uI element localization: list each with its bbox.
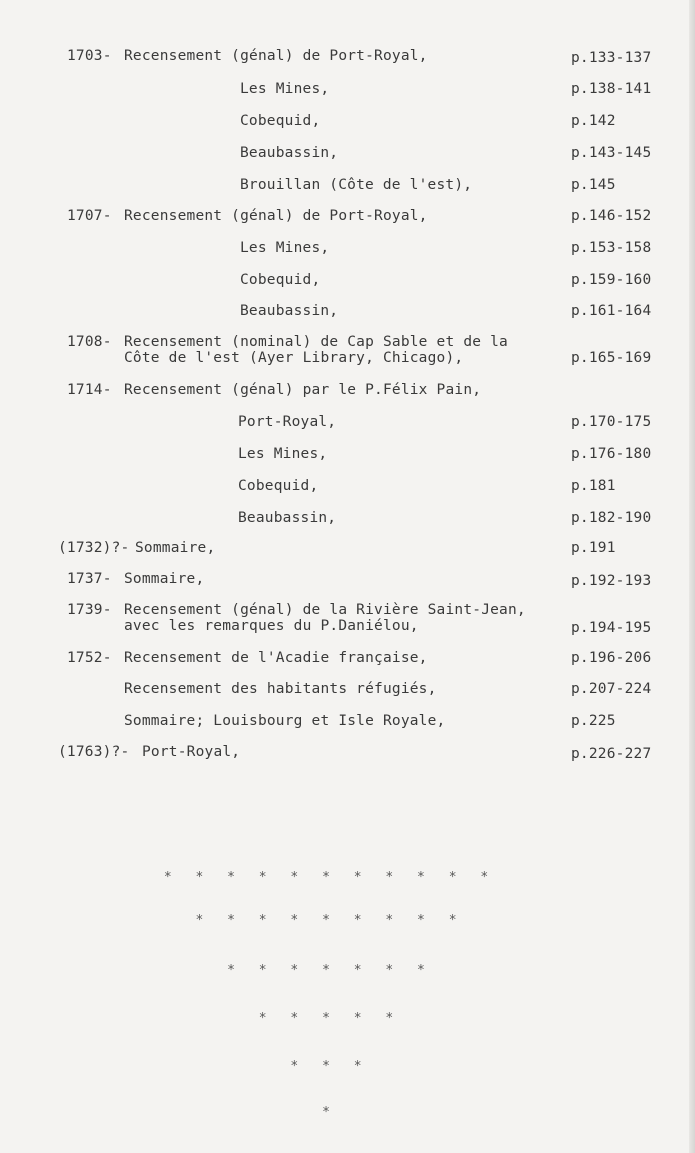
entry-page: p.196-206 [571,650,652,666]
entry-text: Beaubassin, [240,145,339,161]
entry-text-continued: avec les remarques du P.Daniélou, [124,618,419,634]
entry-text: Recensement (génal) de Port-Royal, [124,48,428,64]
entry-page: p.159-160 [571,272,652,288]
entry-page: p.207-224 [571,681,652,697]
entry-page: p.146-152 [571,208,652,224]
entry-text: Cobequid, [240,272,321,288]
entry-text: Recensement (génal) de Port-Royal, [124,208,428,224]
entry-page: p.194-195 [571,620,652,636]
entry-text: Beaubassin, [238,510,337,526]
entry-page: p.161-164 [571,303,652,319]
entry-page: p.145 [571,177,616,193]
entry-year: 1708- [67,334,112,350]
entry-year: 1739- [67,602,112,618]
entry-text: Beaubassin, [240,303,339,319]
entry-text: Recensement de l'Acadie française, [124,650,428,666]
entry-text: Cobequid, [238,478,319,494]
entry-text: Les Mines, [238,446,328,462]
entry-page: p.170-175 [571,414,652,430]
asterisk-row: * * * * * [258,1011,402,1026]
entry-text: Sommaire; Louisbourg et Isle Royale, [124,713,446,729]
entry-page: p.192-193 [571,573,652,589]
entry-text: Cobequid, [240,113,321,129]
entry-text: Port-Royal, [142,744,241,760]
entry-text-continued: Côte de l'est (Ayer Library, Chicago), [124,350,464,366]
entry-page: p.226-227 [571,746,652,762]
entry-text: Sommaire, [124,571,205,587]
entry-text: Recensement des habitants réfugiés, [124,681,437,697]
entry-page: p.133-137 [571,50,652,66]
entry-page: p.138-141 [571,81,652,97]
entry-page: p.191 [571,540,616,556]
entry-text: Sommaire, [135,540,216,556]
entry-page: p.142 [571,113,616,129]
entry-year: (1763)?- [58,744,130,760]
entry-text: Recensement (nominal) de Cap Sable et de la [124,334,508,350]
entry-text: Recensement (génal) par le P.Félix Pain, [124,382,482,398]
asterisk-row: * [322,1105,338,1120]
entry-page: p.182-190 [571,510,652,526]
entry-text: Port-Royal, [238,414,337,430]
asterisk-row: * * * * * * * * * [195,913,465,928]
entry-year: 1703- [67,48,112,64]
asterisk-row: * * * * * * * * * * * [163,870,497,885]
asterisk-row: * * * * * * * [227,963,433,978]
entry-page: p.153-158 [571,240,652,256]
page-edge [689,0,695,1153]
entry-page: p.181 [571,478,616,494]
entry-year: 1714- [67,382,112,398]
entry-text: Les Mines, [240,240,330,256]
entry-year: 1737- [67,571,112,587]
entry-page: p.176-180 [571,446,652,462]
entry-year: 1752- [67,650,112,666]
entry-page: p.143-145 [571,145,652,161]
entry-text: Recensement (génal) de la Rivière Saint-Jean, [124,602,526,618]
asterisk-row: * * * [290,1059,370,1074]
entry-text: Brouillan (Côte de l'est), [240,177,473,193]
entry-year: 1707- [67,208,112,224]
entry-text: Les Mines, [240,81,330,97]
entry-page: p.165-169 [571,350,652,366]
entry-year: (1732)?- [58,540,130,556]
entry-page: p.225 [571,713,616,729]
